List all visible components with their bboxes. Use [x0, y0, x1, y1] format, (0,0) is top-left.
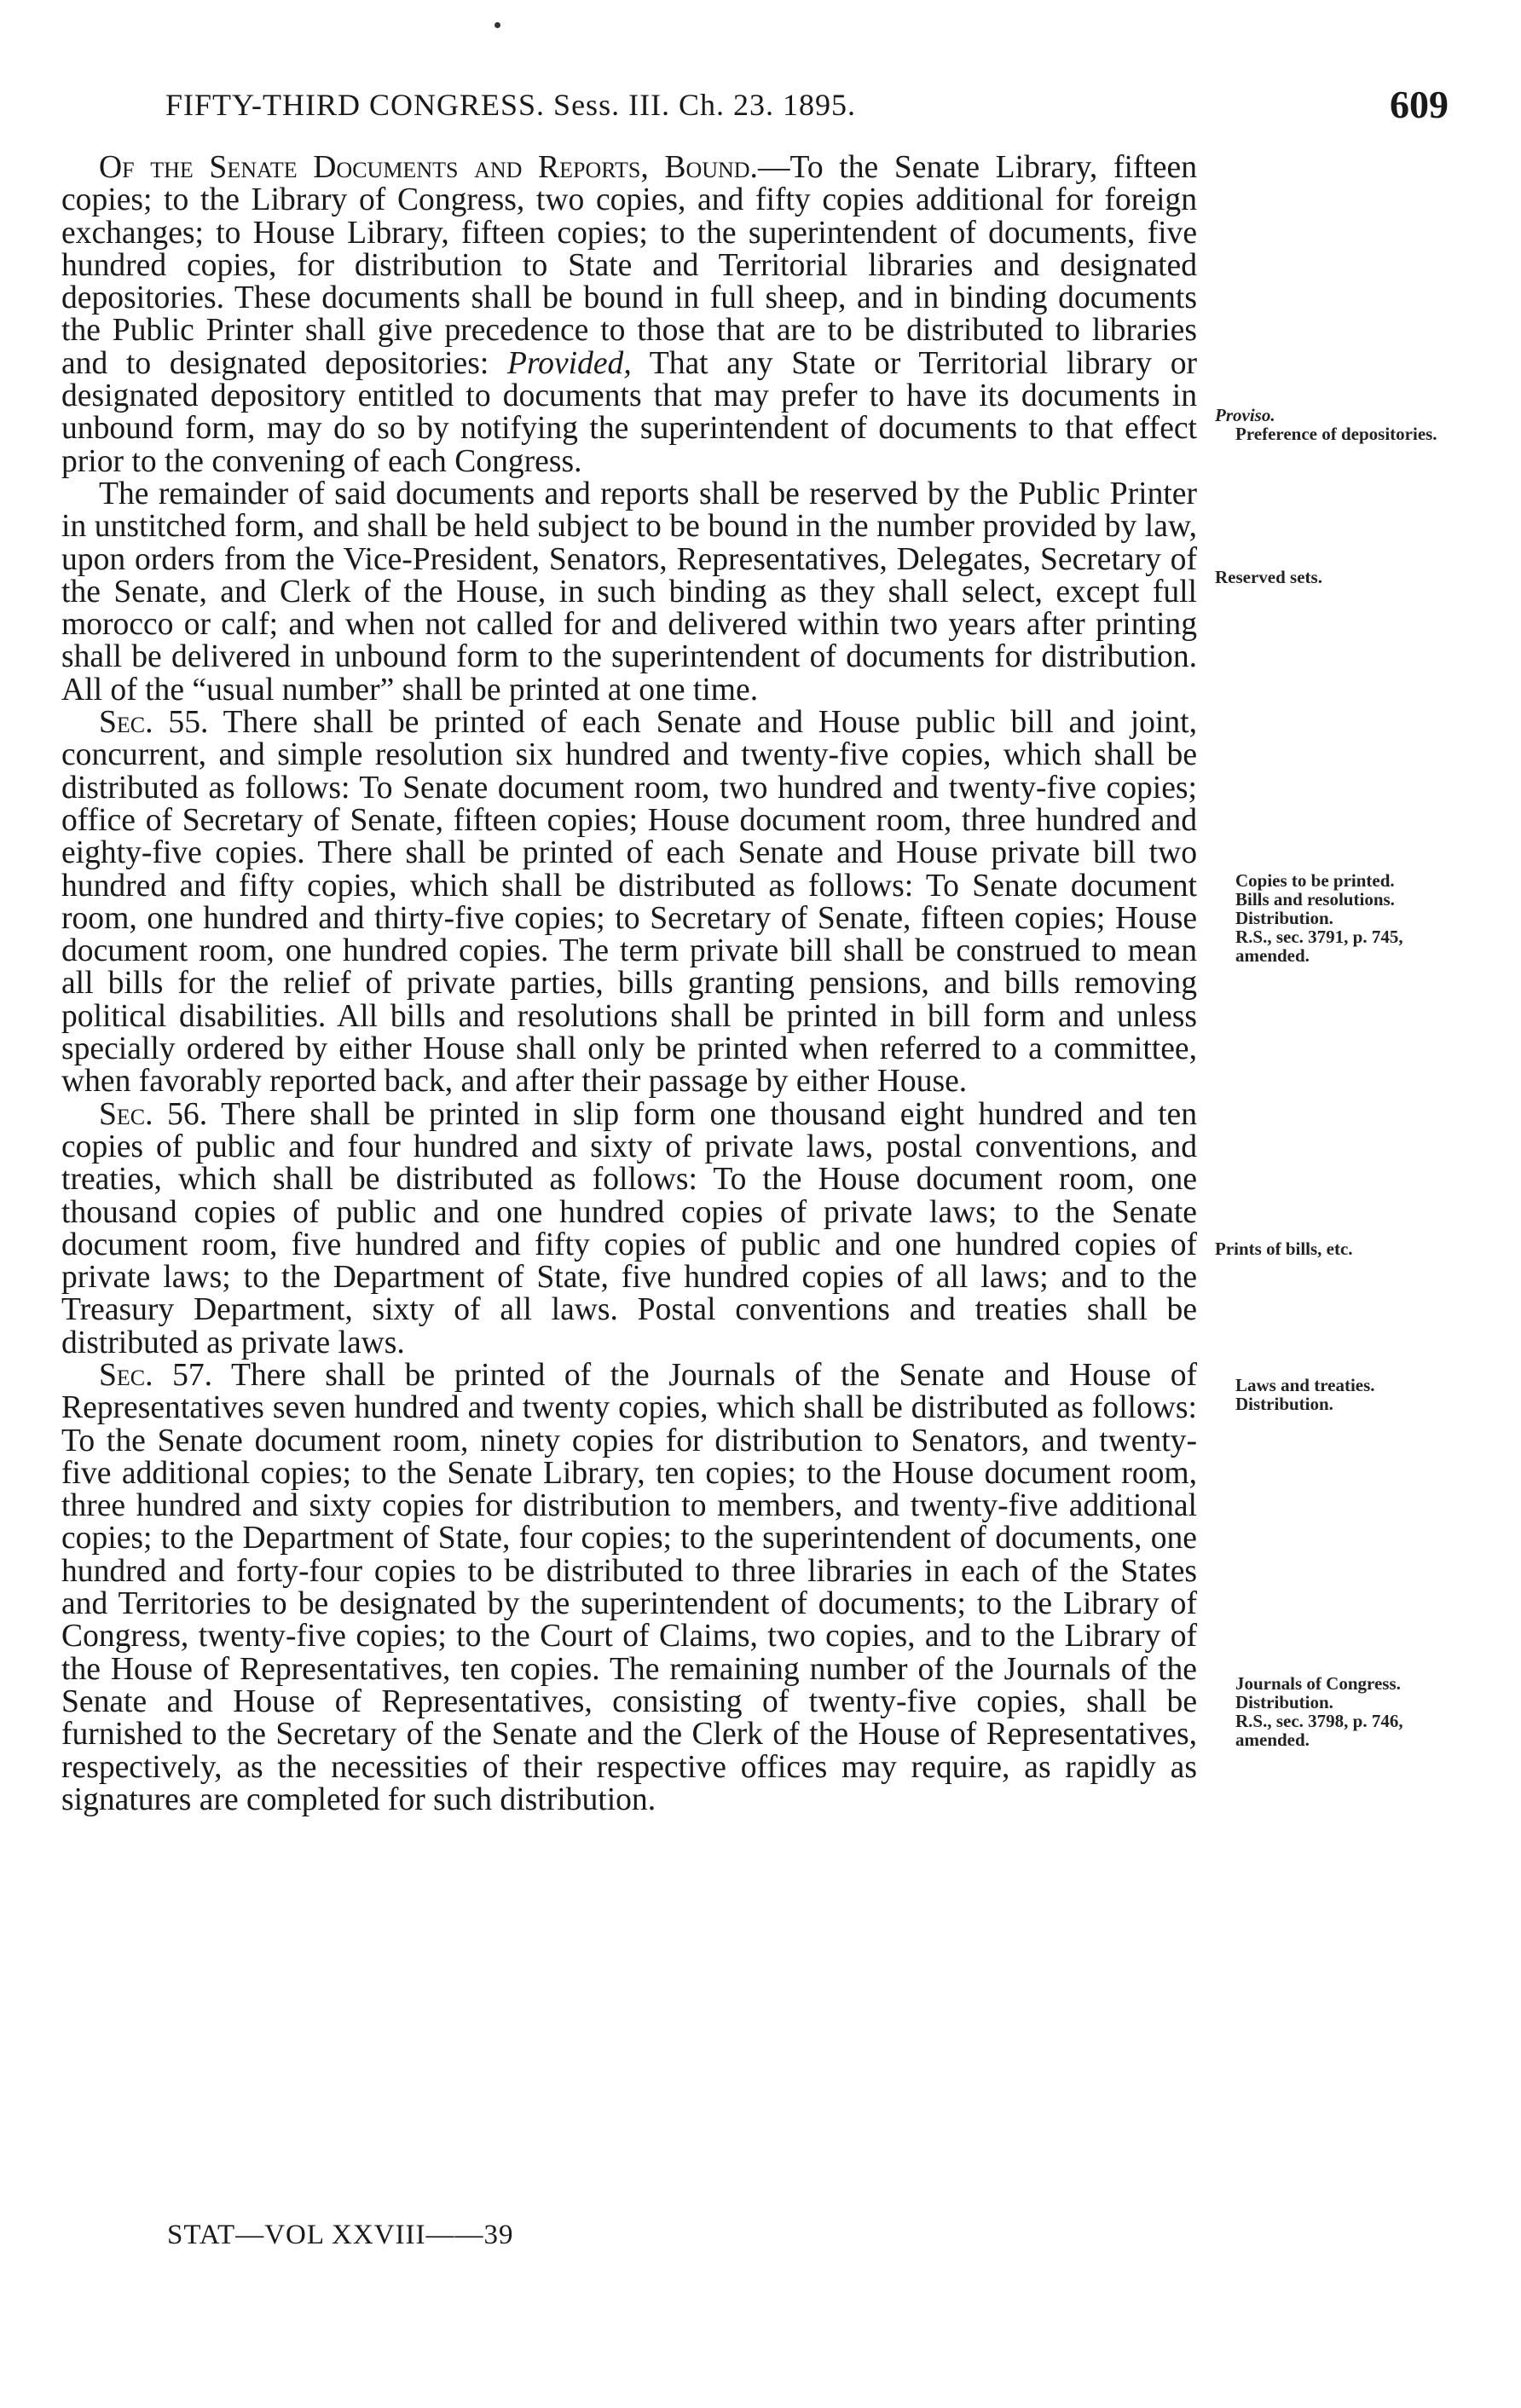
paragraph-text: —To the Senate Library, fifteen copies; to the Library of Congress, two copies, and fifty copies additional for foreign exchanges; to House Library, fifteen copies; to the superintendent of documents, five hundred copies, for distribution to State and Territorial libraries and designated depositories. These documents shall be bound in full sheep, and in binding documents the Public Printer shall give precedence to those that are to be distributed to libraries and to designated depositories:: [61, 150, 1197, 381]
paragraph-sec-57: [61, 1357, 1197, 1817]
margin-note-text: Journals of Congress.: [1235, 1673, 1401, 1694]
margin-note-text: Distribution.: [1235, 1692, 1333, 1712]
print-speck: [494, 22, 500, 28]
paragraph-text: That any State or Territorial library or designated depository entitled to documents that may prefer to have its documents in unbound form, may do so by notifying the superintendent of documents to that effect prior to the convening of each Congress.: [61, 345, 1197, 479]
signature-mark: STAT—VOL XXVIII——39: [167, 2220, 514, 2250]
margin-note-text: Copies to be printed.: [1235, 870, 1395, 891]
page-number: 609: [1390, 83, 1449, 126]
margin-note-copies: [1215, 871, 1454, 965]
page-header: [165, 82, 1449, 133]
margin-note-journals: [1215, 1674, 1454, 1749]
paragraph-text: There shall be printed of each Senate and House public bill and joint, concurrent, and simple resolution six hundred and twenty-five copies, which shall be distributed as follows: To Senate document room, two hundred and twenty-five copies; office of Secretary of Senate, fifteen copies; House document room, three hundred and eighty-five copies. There shall be printed of each Senate and House private bill two hundred and fifty copies, which shall be distributed as follows: To Senate document room, one hundred and thirty-five copies; to Secretary of Senate, fifteen copies; House document room, one hundred copies. The term private bill shall be construed to mean all bills for the relief of private parties, bills granting pensions, and bills removing political disabilities. All bills and resolutions shall be printed in bill form and unless specially ordered by either House shall only be printed when referred to a committee, when favorably reported back, and after their passage by either House.: [61, 705, 1197, 1100]
margin-note-text: Laws and treaties.: [1235, 1375, 1375, 1395]
section-number: Sec. 56.: [99, 1096, 208, 1132]
margin-note-text: Distribution.: [1235, 1394, 1333, 1414]
margin-note-text: Distribution.: [1235, 908, 1333, 928]
margin-note-text: Prints of bills, etc.: [1215, 1239, 1353, 1259]
paragraph-senate-documents: [61, 152, 1197, 478]
margin-note-text: R.S., sec. 3798, p. 746, amended.: [1235, 1711, 1403, 1750]
section-number: Sec. 55.: [99, 705, 209, 741]
paragraph-sec-55: [61, 707, 1197, 1099]
margin-note-text: Proviso.: [1215, 405, 1275, 425]
margin-note-reserved: [1215, 568, 1454, 586]
proviso-word: Provided,: [506, 345, 632, 381]
paragraph-text: There shall be printed in slip form one thousand eight hundred and ten copies of public and four hundred and sixty of private laws, postal conventions, and treaties, which shall be distributed as follows: To the House document room, one thousand copies of public and one hundred copies of private laws; to the Senate document room, five hundred and fifty copies of public and one hundred copies of private laws; to the Department of State, five hundred copies of all laws; and to the Treasury Department, sixty of all laws. Postal conventions and treaties shall be distributed as private laws.: [61, 1096, 1198, 1360]
section-heading: Of the Senate Documents and Reports, Bound.: [99, 150, 758, 185]
paragraph-reserved-sets: The remainder of said documents and reports shall be reserved by the Public Printer in unstitched form, and shall be held subject to be bound in the number provided by law, upon orders from the Vice-President, Senators, Representatives, Delegates, Secretary of the Senate, and Clerk of the House, in such binding as they shall select, except full morocco or calf; and when not called for and delivered within two years after printing shall be delivered in unbound form to the superintendent of documents for distribution. All of the “usual number” shall be printed at one time.: [61, 476, 1197, 707]
section-number: Sec. 57.: [99, 1357, 213, 1393]
margin-note-text: Reserved sets.: [1215, 567, 1322, 587]
margin-note-text: R.S., sec. 3791, p. 745, amended.: [1235, 927, 1403, 966]
margin-note-proviso: [1215, 406, 1454, 443]
margin-note-text: Preference of depositories.: [1235, 424, 1437, 444]
paragraph-sec-56: [61, 1096, 1198, 1360]
margin-note-text: Bills and resolutions.: [1235, 889, 1395, 909]
running-head: FIFTY-THIRD CONGRESS. Sess. III. Ch. 23. 1895.: [165, 88, 857, 122]
margin-note-laws: [1215, 1376, 1454, 1413]
paragraph-text: There shall be printed of the Journals of the Senate and House of Representatives seven hundred and twenty copies, which shall be distributed as follows: To the Senate document room, ninety copies for distribution to Senators, and twenty-five additional copies; to the Senate Library, ten copies; to the House document room, three hundred and sixty copies for distribution to members, and twenty-five additional copies; to the Department of State, four copies; to the superintendent of documents, one hundred and forty-four copies to be distributed to three libraries in each of the States and Territories to be designated by the superintendent of documents; to the Library of Congress, twenty-five copies; to the Court of Claims, two copies, and to the Library of the House of Representatives, ten copies. The remaining number of the Journals of the Senate and House of Representatives, consisting of twenty-five copies, shall be furnished to the Secretary of the Senate and the Clerk of the House of Representatives, respectively, as the necessities of their respective offices may require, as rapidly as signatures are completed for such distribution.: [61, 1357, 1197, 1817]
margin-note-prints: [1215, 1239, 1454, 1258]
main-text: [61, 152, 1197, 1816]
